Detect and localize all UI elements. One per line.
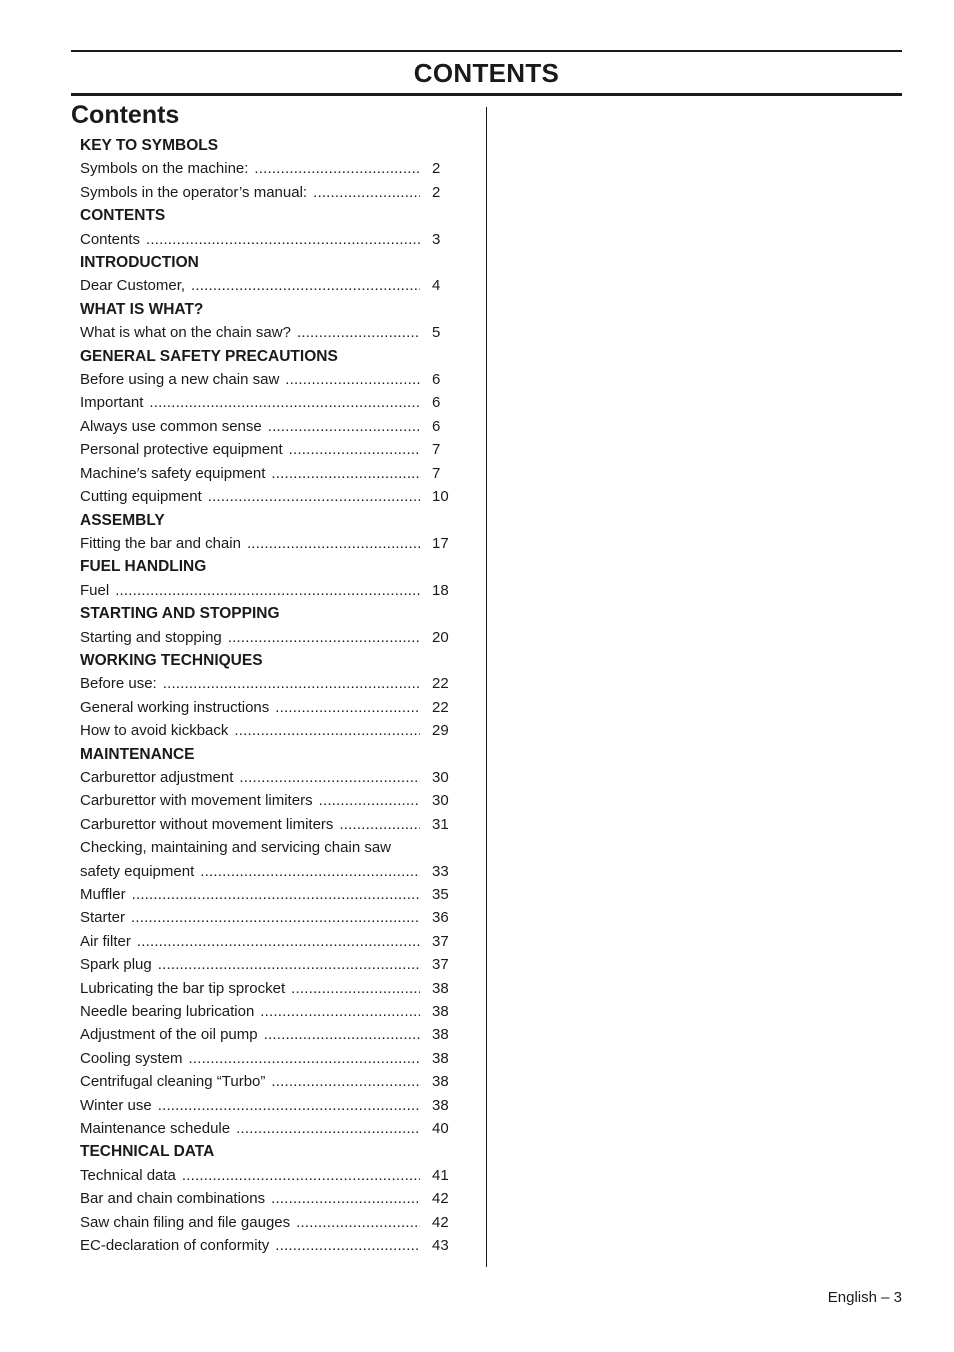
toc-section-title: KEY TO SYMBOLS (80, 137, 219, 154)
toc-entry-title: Fitting the bar and chain (80, 534, 241, 552)
dot-leader (137, 930, 420, 953)
toc-entry-page: 30 (432, 792, 449, 810)
toc-heading: Contents (71, 101, 180, 129)
dot-leader (189, 1047, 420, 1070)
toc-entry[interactable] (80, 719, 460, 742)
toc-entry[interactable] (80, 321, 460, 344)
dot-leader (271, 462, 420, 485)
toc-entry-page: 10 (432, 488, 449, 506)
toc-entry-page: 7 (432, 441, 441, 459)
toc-entry[interactable] (80, 1164, 460, 1187)
toc-entry-page: 29 (432, 722, 449, 740)
toc-section-title: FUEL HANDLING (80, 558, 207, 576)
dot-leader (158, 953, 420, 976)
toc-entry-title: Cooling system (80, 1049, 183, 1067)
dot-leader (285, 368, 420, 391)
toc-entry-title: Lubricating the bar tip sprocket (80, 979, 286, 997)
dot-leader (158, 1094, 420, 1117)
toc-entry-page: 6 (432, 371, 441, 389)
toc-entry-page: 37 (432, 932, 449, 950)
toc-entry-title: Symbols on the machine: (80, 160, 249, 178)
toc-entry-page: 7 (432, 464, 441, 482)
toc-entry[interactable] (80, 391, 460, 414)
toc-entry-title: Technical data (80, 1166, 176, 1184)
dot-leader (268, 415, 420, 438)
toc-entry-page: 22 (432, 698, 449, 716)
dot-leader (115, 579, 420, 602)
toc-section-title: WORKING TECHNIQUES (80, 651, 263, 669)
toc-entry-title-continued: safety equipment (80, 862, 195, 880)
toc-entry-page: 38 (432, 1003, 449, 1021)
toc-entry-page: 38 (432, 979, 449, 997)
toc-entry[interactable] (80, 1070, 460, 1093)
toc-entry-page: 42 (432, 1213, 449, 1231)
toc-section-title: INTRODUCTION (80, 254, 199, 272)
toc-entry[interactable] (80, 462, 460, 485)
toc-entry-page: 38 (432, 1049, 449, 1067)
toc-entry[interactable] (80, 696, 460, 719)
dot-leader (339, 813, 420, 836)
toc-section-title: STARTING AND STOPPING (80, 605, 280, 623)
toc-entry[interactable] (80, 1117, 460, 1140)
toc-entry-title: Cutting equipment (80, 488, 202, 506)
page-footer: English – 3 (827, 1289, 902, 1306)
toc-section-title: ASSEMBLY (80, 511, 165, 529)
toc-entry[interactable] (80, 836, 460, 859)
toc-entry-title: Contents (80, 230, 141, 248)
toc-entry-title: Muffler (80, 886, 126, 903)
toc-entry[interactable] (80, 181, 460, 204)
toc-section-title: MAINTENANCE (80, 745, 195, 763)
dot-leader (149, 391, 420, 414)
dot-leader (319, 789, 420, 812)
toc-entry-page: 31 (432, 815, 449, 833)
toc-entry[interactable] (80, 1094, 460, 1117)
dot-leader (200, 860, 420, 883)
toc-entry[interactable] (80, 672, 460, 695)
toc-entry-page: 3 (432, 230, 441, 248)
toc-entry[interactable] (80, 1211, 460, 1234)
toc-entry-title: Saw chain filing and file gauges (80, 1213, 291, 1231)
dot-leader (146, 228, 420, 251)
toc-entry-title: Carburettor without movement limiters (80, 815, 334, 833)
toc-entry-title: Needle bearing lubrication (80, 1003, 255, 1021)
toc-entry[interactable] (80, 415, 460, 438)
toc-entry[interactable] (80, 1187, 460, 1210)
dot-leader (247, 532, 420, 555)
toc-entry-title: Starting and stopping (80, 628, 222, 646)
toc-entry-page: 5 (432, 324, 441, 342)
toc-entry[interactable] (80, 532, 460, 555)
toc-entry-page: 40 (432, 1120, 449, 1138)
toc-entry[interactable] (80, 438, 460, 461)
dot-leader (296, 1211, 420, 1234)
toc-entry[interactable] (80, 274, 460, 297)
toc-entry-title: Before use: (80, 675, 157, 693)
toc-entry-page: 37 (432, 956, 449, 974)
toc-entry-continued[interactable] (80, 860, 460, 883)
toc-entry-page: 6 (432, 417, 441, 435)
toc-entry-page: 35 (432, 886, 449, 903)
table-of-contents (80, 134, 460, 1258)
toc-entry-title: Air filter (80, 932, 131, 950)
toc-entry-title: Spark plug (80, 956, 152, 974)
toc-entry-page: 30 (432, 768, 449, 786)
toc-entry-title: Starter (80, 909, 126, 927)
toc-entry-page: 17 (432, 534, 449, 552)
toc-section-title: CONTENTS (80, 207, 166, 225)
toc-entry-title: Carburettor adjustment (80, 768, 234, 786)
toc-entry[interactable] (80, 789, 460, 812)
dot-leader (163, 672, 420, 695)
dot-leader (289, 438, 420, 461)
toc-entry[interactable] (80, 813, 460, 836)
toc-entry-page: 20 (432, 628, 449, 646)
toc-entry-title: How to avoid kickback (80, 722, 229, 740)
toc-entry-title: Machine′s safety equipment (80, 464, 266, 482)
dot-leader (271, 1187, 420, 1210)
dot-leader (260, 1000, 420, 1023)
toc-entry[interactable] (80, 1023, 460, 1046)
dot-leader (254, 157, 420, 180)
toc-entry[interactable] (80, 485, 460, 508)
toc-entry-title: General working instructions (80, 698, 270, 716)
toc-entry[interactable] (80, 977, 460, 1000)
dot-leader (239, 766, 420, 789)
toc-entry[interactable] (80, 906, 460, 929)
toc-entry-title: Centrifugal cleaning “Turbo” (80, 1073, 266, 1091)
toc-entry-page: 33 (432, 862, 449, 880)
toc-entry-page: 43 (432, 1237, 449, 1255)
toc-entry-page: 22 (432, 675, 449, 693)
toc-entry-title: EC-declaration of conformity (80, 1237, 270, 1255)
toc-entry-title: Maintenance schedule (80, 1120, 231, 1138)
toc-entry-title: Checking, maintaining and servicing chain saw (80, 839, 392, 857)
toc-entry[interactable] (80, 930, 460, 953)
toc-entry[interactable] (80, 626, 460, 649)
toc-entry-page: 2 (432, 160, 441, 178)
dot-leader (182, 1164, 420, 1187)
dot-leader (228, 626, 420, 649)
column-divider (486, 107, 487, 1267)
dot-leader (131, 906, 420, 929)
toc-entry[interactable] (80, 883, 460, 906)
toc-entry[interactable] (80, 1234, 460, 1257)
toc-entry[interactable] (80, 368, 460, 391)
toc-entry-page: 38 (432, 1096, 449, 1114)
toc-section-title: GENERAL SAFETY PRECAUTIONS (80, 347, 338, 365)
toc-entry-title: Fuel (80, 581, 110, 599)
toc-entry-title: What is what on the chain saw? (80, 324, 291, 342)
dot-leader (313, 181, 420, 204)
toc-entry-page: 2 (432, 183, 441, 201)
toc-entry-page: 36 (432, 909, 449, 927)
page-header-title: CONTENTS (413, 58, 560, 88)
toc-entry[interactable] (80, 766, 460, 789)
toc-entry[interactable] (80, 1000, 460, 1023)
toc-entry-title: Dear Customer, (80, 277, 186, 295)
toc-entry-title: Bar and chain combinations (80, 1190, 266, 1208)
dot-leader (291, 977, 420, 1000)
dot-leader (236, 1117, 420, 1140)
dot-leader (234, 719, 420, 742)
dot-leader (275, 696, 420, 719)
toc-entry-page: 6 (432, 394, 441, 412)
toc-entry[interactable] (80, 1047, 460, 1070)
dot-leader (132, 883, 420, 906)
toc-entry[interactable] (80, 953, 460, 976)
dot-leader (275, 1234, 420, 1257)
toc-entry-page: 38 (432, 1073, 449, 1091)
toc-entry-page: 38 (432, 1026, 449, 1044)
toc-entry-title: Important (80, 394, 144, 412)
dot-leader (297, 321, 420, 344)
toc-entry-title: Always use common sense (80, 417, 262, 435)
toc-entry-page: 4 (432, 277, 441, 295)
toc-entry[interactable] (80, 157, 460, 180)
toc-entry-page: 42 (432, 1190, 449, 1208)
toc-section-title: TECHNICAL DATA (80, 1143, 215, 1161)
dot-leader (264, 1023, 420, 1046)
header-rule-top (71, 50, 902, 52)
toc-entry-title: Before using a new chain saw (80, 371, 280, 389)
header-rule-bottom (71, 93, 902, 96)
dot-leader (208, 485, 420, 508)
toc-entry-title: Symbols in the operator’s manual: (80, 183, 308, 201)
toc-section-title: WHAT IS WHAT? (80, 300, 204, 318)
dot-leader (191, 274, 420, 297)
toc-entry-page: 18 (432, 581, 449, 599)
toc-entry-page: 41 (432, 1166, 449, 1184)
dot-leader (271, 1070, 420, 1093)
toc-entry[interactable] (80, 579, 460, 602)
toc-entry-title: Adjustment of the oil pump (80, 1026, 258, 1044)
toc-entry-title: Winter use (80, 1096, 152, 1114)
toc-entry-title: Carburettor with movement limiters (80, 792, 313, 810)
toc-entry[interactable] (80, 228, 460, 251)
toc-entry-title: Personal protective equipment (80, 441, 283, 459)
